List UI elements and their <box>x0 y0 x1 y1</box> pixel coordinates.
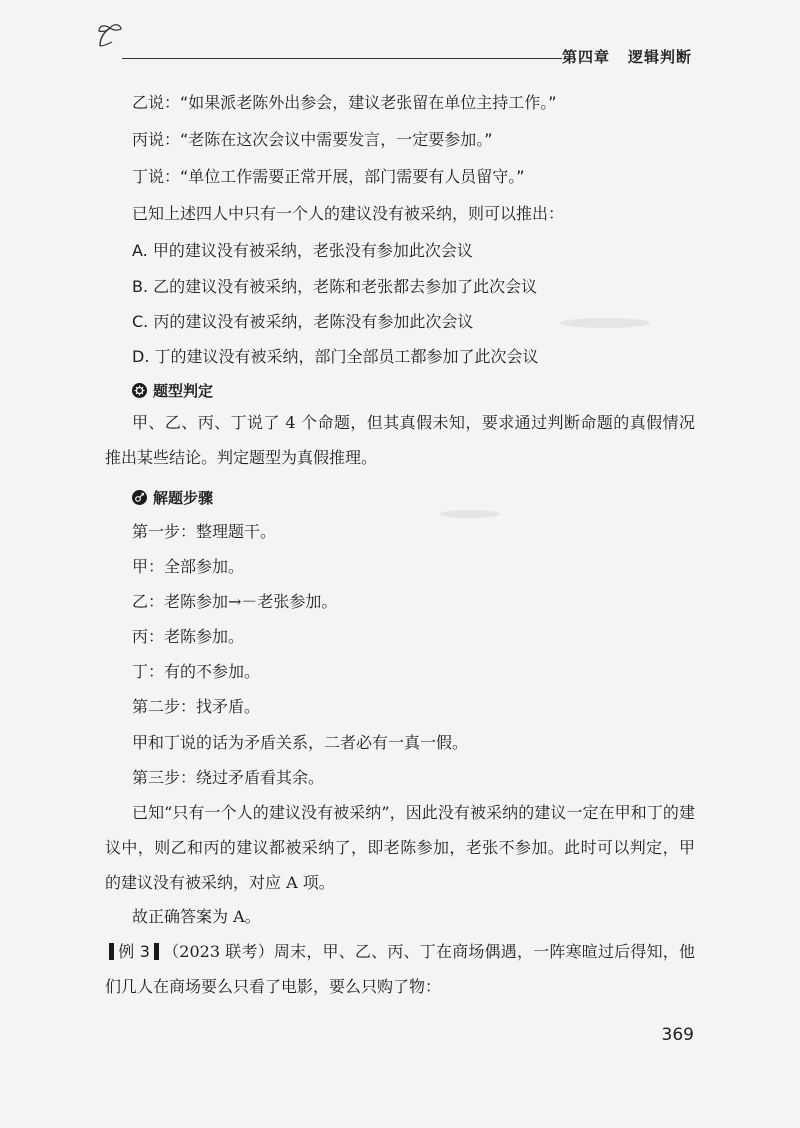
step-line: 丙：老陈参加。 <box>132 627 245 646</box>
leaf-ornament-icon <box>94 20 124 50</box>
option-b: B. 乙的建议没有被采纳，老陈和老张都去参加了此次会议 <box>132 277 538 296</box>
chapter-number: 第四章 <box>561 48 610 66</box>
final-answer: 故正确答案为 A。 <box>132 907 261 926</box>
type-section-text: 甲、乙、丙、丁说了 4 个命题，但其真假未知，要求通过判断命题的真假情况推出某些结论。判定题型为真假推理。 <box>105 413 695 467</box>
option-a: A. 甲的建议没有被采纳，老张没有参加此次会议 <box>132 241 473 260</box>
option-c: C. 丙的建议没有被采纳，老陈没有参加此次会议 <box>132 312 474 331</box>
example-bar-left <box>109 943 114 960</box>
type-section-heading <box>132 381 213 401</box>
step-line: 第一步：整理题干。 <box>132 522 277 541</box>
chapter-title <box>562 46 692 67</box>
step-line: 第三步：绕过矛盾看其余。 <box>132 768 325 787</box>
statement-bing: 丙说：“老陈在这次会议中需要发言，一定要参加。” <box>132 130 493 149</box>
scan-smudge <box>560 318 650 328</box>
example-text: （2023 联考）周末，甲、乙、丙、丁在商场偶遇，一阵寒暄过后得知，他们几人在商场要么只看了电影，要么只购了物： <box>105 942 695 996</box>
statement-yi: 乙说：“如果派老陈外出参会，建议老张留在单位主持工作。” <box>132 93 557 112</box>
example-block <box>105 934 695 1004</box>
example-bar-right <box>154 943 159 960</box>
pencil-badge-icon <box>132 490 147 505</box>
type-section-title: 题型判定 <box>153 382 214 400</box>
example-label: 例 3 <box>118 942 150 961</box>
scan-smudge <box>440 510 500 518</box>
gear-badge-icon <box>132 383 147 398</box>
step-line: 甲：全部参加。 <box>132 557 245 576</box>
option-d: D. 丁的建议没有被采纳，部门全部员工都参加了此次会议 <box>132 347 539 366</box>
statement-ding: 丁说：“单位工作需要正常开展，部门需要有人员留守。” <box>132 167 525 186</box>
question-prompt: 已知上述四人中只有一个人的建议没有被采纳，则可以推出： <box>132 204 565 223</box>
step-line: 丁：有的不参加。 <box>132 662 261 681</box>
steps-conclusion: 已知“只有一个人的建议没有被采纳”，因此没有被采纳的建议一定在甲和丁的建议中，则乙和丙的建议都被采纳了，即老陈参加，老张不参加。此时可以判定，甲的建议没有被采纳，对应 A 项。 <box>105 803 695 892</box>
page-number: 369 <box>661 1025 694 1045</box>
page-header <box>92 18 702 66</box>
steps-section-title: 解题步骤 <box>153 489 214 507</box>
step-line: 甲和丁说的话为矛盾关系，二者必有一真一假。 <box>132 733 469 752</box>
step-line: 乙：老陈参加→－老张参加。 <box>132 592 338 611</box>
chapter-name: 逻辑判断 <box>627 48 692 66</box>
steps-section-heading <box>132 488 213 508</box>
header-rule <box>122 58 562 59</box>
step-line: 第二步：找矛盾。 <box>132 697 261 716</box>
